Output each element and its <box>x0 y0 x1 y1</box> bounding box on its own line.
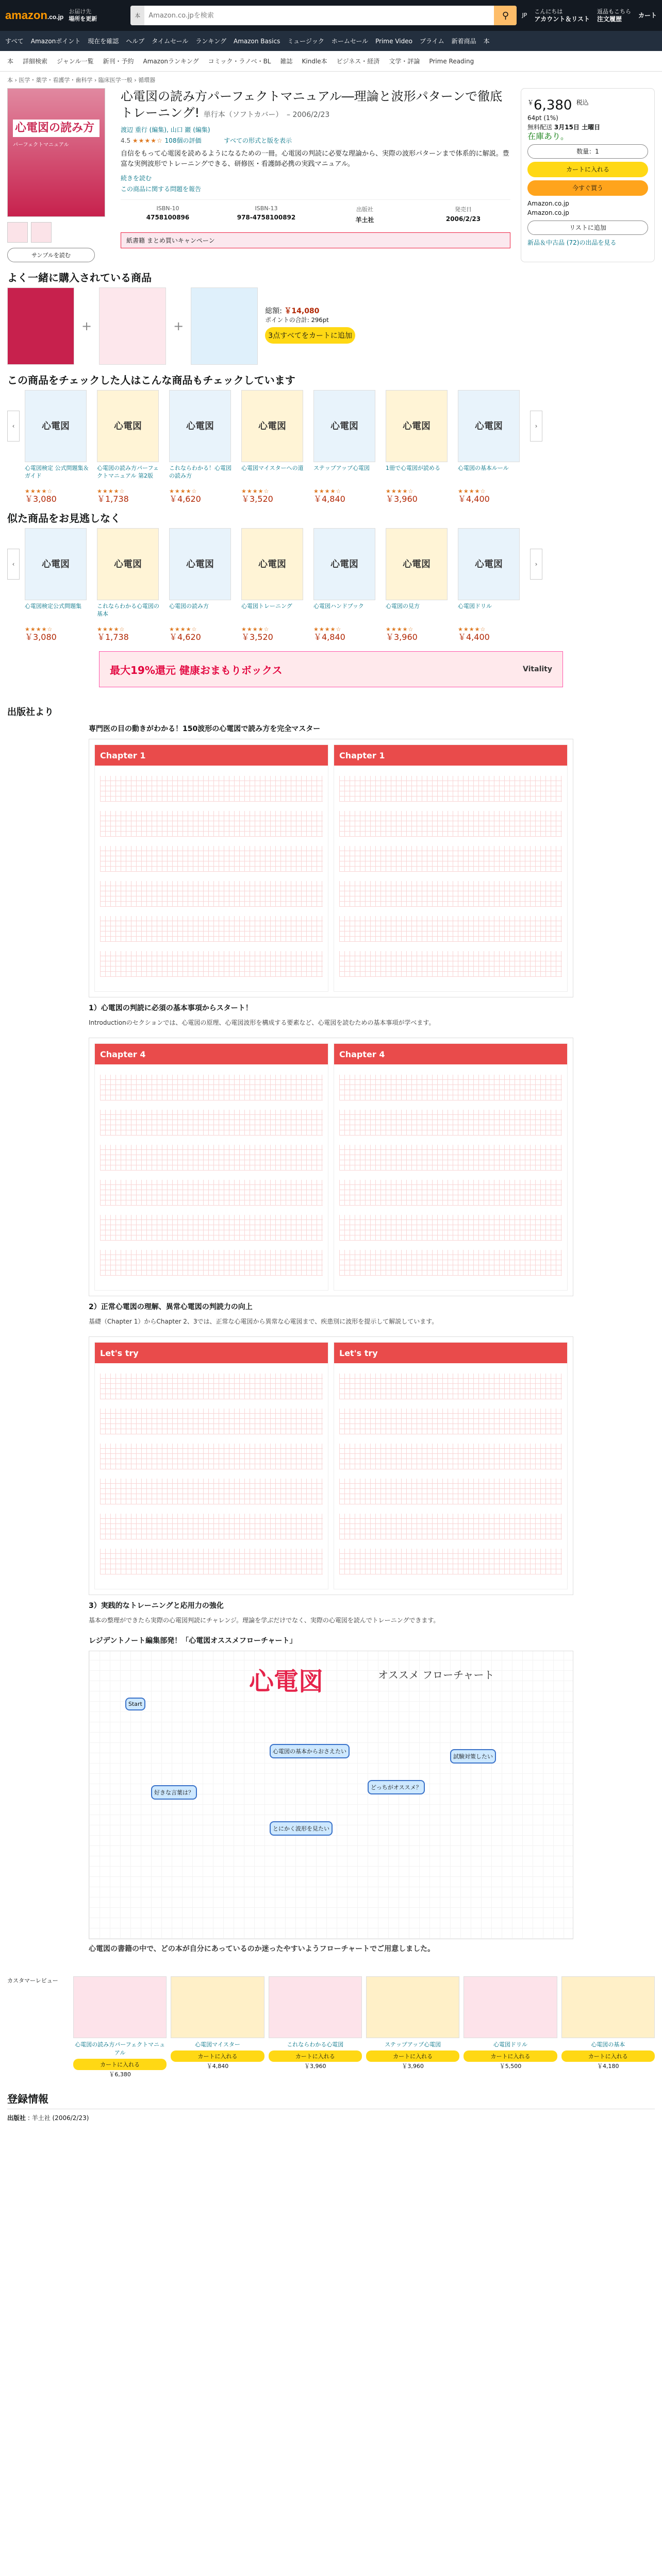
comparison-title[interactable]: 心電図の読み方パーフェクトマニュアル <box>75 2041 166 2056</box>
comparison-price: ￥4,840 <box>206 2063 229 2070</box>
spec-item <box>219 205 313 226</box>
rating-count[interactable]: 108個の評価 <box>164 137 202 144</box>
book-cover[interactable]: 心電図 <box>241 528 303 600</box>
carousel-1 <box>0 390 662 503</box>
ecg-strip <box>339 1250 562 1276</box>
spec-value: 羊土社 <box>355 216 374 224</box>
carousel-2-heading: 似た商品をお見逃しなく <box>7 512 121 524</box>
top-nav-bar <box>0 0 662 31</box>
star-rating-icon: ★★★★☆ <box>386 488 414 495</box>
ecg-strip <box>339 1479 562 1504</box>
product-title[interactable]: 心電図ハンドブック <box>313 603 364 609</box>
stock-status: 在庫あり。 <box>527 131 569 141</box>
search-bar <box>130 6 517 25</box>
fbt-item[interactable] <box>99 287 166 365</box>
comparison-cover[interactable] <box>561 1976 655 2038</box>
ecg-strip <box>100 1180 323 1206</box>
panel-page <box>94 1342 328 1589</box>
strip-item[interactable]: Amazonランキング <box>143 58 199 65</box>
product-card[interactable] <box>458 390 525 503</box>
product-title: 心電図の読み方パーフェクトマニュアル―理論と波形パターンで徹底トレーニング! 単行本（ソフトカバー） – 2006/2/23 <box>121 89 503 120</box>
product-price: ￥1,738 <box>97 494 129 504</box>
flow-node: 心電図の基本からおさえたい <box>270 1744 350 1758</box>
book-cover[interactable]: 心電図 <box>169 390 231 462</box>
subnav-item[interactable]: ミュージック <box>287 38 324 45</box>
ecg-strip <box>339 1075 562 1100</box>
spec-value: 2006/2/23 <box>445 215 481 223</box>
ecg-strip <box>100 776 323 802</box>
subnav-item[interactable]: タイムセール <box>152 38 189 45</box>
star-rating-icon: ★★★★☆ <box>241 626 270 633</box>
ecg-strip <box>100 811 323 837</box>
product-card[interactable] <box>386 390 453 503</box>
comparison-price: ￥3,960 <box>304 2063 326 2070</box>
comparison-title[interactable]: 心電図の基本 <box>591 2041 625 2048</box>
search-category[interactable]: 本 <box>130 6 144 25</box>
strip-item[interactable]: 詳細検索 <box>23 58 48 65</box>
carousel-next-button[interactable]: › <box>530 549 542 580</box>
comparison-cart-button[interactable]: カートに入れる <box>269 2050 362 2062</box>
spec-label: 出版社 <box>356 206 373 213</box>
product-card[interactable] <box>241 390 308 503</box>
spec-item <box>416 205 510 226</box>
strip-item[interactable]: 文学・評論 <box>389 58 420 65</box>
strip-item[interactable]: ジャンル一覧 <box>57 58 94 65</box>
book-cover[interactable]: 心電図 <box>458 390 520 462</box>
panel-page <box>334 744 568 992</box>
cover-subtitle: パーフェクトマニュアル <box>13 142 69 148</box>
product-title[interactable]: 心電図の読み方パーフェクトマニュアル 第2版 <box>97 465 159 479</box>
product-price: ￥3,960 <box>386 632 418 642</box>
panel-description: 基本の整理ができたら実際の心電図判読にチャレンジ。理論を学ぶだけでなく、実際の心電図を読んでトレーニングできます。 <box>89 1617 440 1624</box>
subnav-item[interactable]: ヘルプ <box>126 38 145 45</box>
product-card[interactable] <box>241 528 308 641</box>
flow-node: とにかく波形を見たい <box>270 1821 333 1836</box>
panel-page <box>94 744 328 992</box>
subnav-item[interactable]: ホームセール <box>331 38 369 45</box>
price: ￥6,380 $^{税込}$ <box>527 97 589 113</box>
subnav-item[interactable]: すべて <box>5 38 24 45</box>
language-selector[interactable]: JP <box>522 12 527 19</box>
product-card[interactable] <box>313 390 380 503</box>
flow-subtitle: オススメ フローチャート <box>378 1669 494 1681</box>
strip-item[interactable]: コミック・ラノベ・BL <box>208 58 271 65</box>
book-cover[interactable]: 心電図 <box>241 390 303 462</box>
book-cover[interactable]: 心電図 <box>458 528 520 600</box>
ecg-strip <box>339 1145 562 1171</box>
spec-table <box>121 199 510 226</box>
product-card[interactable] <box>25 390 92 503</box>
ecg-strip <box>339 776 562 802</box>
product-description: 自信をもって心電図を読めるようになるための一冊。心電図の判読に必要な理論から、実際の波形パターンまで体系的に解説。豊富な実例波形でトレーニングできる、研修医・看護師必携の実践マニュアル。 <box>121 150 509 168</box>
comparison-price: ￥4,180 <box>597 2063 619 2070</box>
product-price: ￥4,400 <box>458 494 490 504</box>
product-title[interactable]: 1冊で心電図が読める <box>386 465 440 471</box>
cart-icon[interactable]: カート <box>638 12 657 19</box>
star-rating-icon: ★★★★☆ <box>169 488 197 495</box>
comparison-title[interactable]: ステップアップ心電図 <box>385 2041 441 2048</box>
subnav-item[interactable]: プライム <box>419 38 444 45</box>
spec-item <box>121 205 215 226</box>
buy-box <box>521 88 655 262</box>
ecg-strip <box>339 811 562 837</box>
sub-nav <box>0 31 662 51</box>
publisher-panel <box>89 739 573 997</box>
star-rating-icon: ★★★★☆ <box>241 488 270 495</box>
ecg-strip <box>100 1075 323 1100</box>
star-rating-icon: ★★★★☆ <box>313 626 342 633</box>
star-rating-icon: ★★★★☆ <box>97 626 125 633</box>
product-title[interactable]: 心電図検定公式問題集 <box>25 603 81 609</box>
star-rating-icon: ★★★★☆ <box>458 626 486 633</box>
ecg-strip <box>339 1215 562 1241</box>
ad-banner[interactable]: 最大19%還元 健康おまもりボックス Vitality <box>99 651 563 687</box>
book-cover[interactable]: 心電図 <box>97 528 159 600</box>
panel-caption: 2）正常心電図の理解、異常心電図の判読力の向上 <box>89 1303 253 1311</box>
flow-caption: 心電図の書籍の中で、どの本が自分にあっているのか迷ったやすいようフローチャートでご用意しました。 <box>89 1945 435 1953</box>
ecg-strip <box>100 1549 323 1574</box>
comparison-price: ￥5,500 <box>499 2063 522 2070</box>
ecg-strip <box>339 1180 562 1206</box>
product-price: ￥4,840 <box>313 494 345 504</box>
spec-label: ISBN-10 <box>156 205 179 212</box>
fbt-item[interactable] <box>191 287 258 365</box>
panel-page <box>334 1043 568 1291</box>
subnav-item[interactable]: 現在を確認 <box>88 38 119 45</box>
campaign-banner[interactable]: 紙書籍 まとめ買いキャンペーン <box>121 232 510 248</box>
all-formats-link[interactable]: すべての形式と版を表示 <box>224 137 292 144</box>
ecg-strip <box>100 1250 323 1276</box>
product-price: ￥4,620 <box>169 494 201 504</box>
thumbnail[interactable] <box>31 222 52 243</box>
comparison-cart-button[interactable]: カートに入れる <box>171 2050 264 2062</box>
subnav-item[interactable]: 新着商品 <box>451 38 476 45</box>
product-card[interactable] <box>169 528 236 641</box>
star-rating-icon: ★★★★☆ <box>313 488 342 495</box>
star-rating-icon: ★★★★☆ <box>25 626 53 633</box>
product-card[interactable] <box>97 390 164 503</box>
product-price: ￥1,738 <box>97 632 129 642</box>
product-title[interactable]: 心電図マイスターへの道 <box>241 465 304 471</box>
ecg-strip <box>100 1145 323 1171</box>
carousel-1-heading: この商品をチェックした人はこんな商品もチェックしています <box>7 374 295 386</box>
book-cover[interactable]: 心電図 <box>25 390 87 462</box>
flow-title: 心電図 <box>249 1667 324 1696</box>
ecg-strip <box>100 951 323 977</box>
product-title[interactable]: ステップアップ心電図 <box>313 465 370 471</box>
product-price: ￥3,520 <box>241 494 273 504</box>
strip-item[interactable]: ビジネス・経済 <box>336 58 380 65</box>
product-price: ￥3,080 <box>25 494 57 504</box>
panel-description: 基礎（Chapter 1）からChapter 2、3では、正常な心電図から異常な心電図まで、疾患別に波形を提示して解説しています。 <box>89 1318 438 1325</box>
search-icon[interactable]: ⚲ <box>494 6 517 25</box>
star-rating-icon: ★★★★☆ <box>169 626 197 633</box>
panel-page <box>94 1043 328 1291</box>
panel-tag: Let's try <box>95 1343 328 1363</box>
deliver-to[interactable]: お届け先 場所を更新 <box>69 8 97 22</box>
subnav-item[interactable]: Prime Video <box>375 37 412 45</box>
ecg-strip <box>100 916 323 942</box>
product-price: ￥4,400 <box>458 632 490 642</box>
fbt-item[interactable] <box>7 287 74 365</box>
comparison-item <box>73 1976 167 2078</box>
product-card[interactable] <box>458 528 525 641</box>
star-rating-icon[interactable]: ★★★★☆ <box>132 137 163 144</box>
ecg-strip <box>100 881 323 907</box>
book-cover[interactable]: 心電図 <box>313 390 375 462</box>
ecg-strip <box>100 1409 323 1434</box>
comparison-cart-button[interactable]: カートに入れる <box>464 2050 557 2062</box>
search-input[interactable] <box>144 6 494 25</box>
ecg-strip <box>100 1444 323 1469</box>
seller: Amazon.co.jp <box>527 209 569 216</box>
add-to-list-button[interactable]: リストに追加 <box>527 221 648 235</box>
comparison-table <box>0 1971 662 2083</box>
ecg-strip <box>339 1444 562 1469</box>
ecg-strip <box>339 1514 562 1539</box>
spec-value: 4758100896 <box>146 214 190 221</box>
cover-title: 心電図の読み方 <box>13 120 100 137</box>
panel-tag: Chapter 4 <box>334 1044 567 1064</box>
comparison-title[interactable]: これならわかる心電図 <box>287 2041 344 2048</box>
ecg-strip <box>100 1374 323 1399</box>
used-offers-link[interactable]: 新品＆中古品 (72)の出品を見る <box>527 239 617 246</box>
book-cover[interactable]: 心電図 <box>97 390 159 462</box>
panel-caption: 1）心電図の判読に必須の基本事項からスタート！ <box>89 1004 253 1012</box>
ecg-strip <box>339 846 562 872</box>
fbt-heading: よく一緒に購入されている商品 <box>7 272 152 284</box>
ecg-strip <box>100 846 323 872</box>
strip-item[interactable]: 雑誌 <box>280 58 293 65</box>
panel-page <box>334 1342 568 1589</box>
book-cover[interactable]: 心電図 <box>169 528 231 600</box>
buy-now-button[interactable]: 今すぐ買う <box>527 180 648 196</box>
spec-label: 発売日 <box>455 206 472 213</box>
ecg-strip <box>339 881 562 907</box>
product-title[interactable]: 心電図の見方 <box>386 603 420 609</box>
comparison-cover[interactable] <box>366 1976 459 2038</box>
strip-item[interactable]: 新刊・予約 <box>103 58 134 65</box>
comparison-cover[interactable] <box>73 1976 167 2038</box>
product-card[interactable] <box>313 528 380 641</box>
publisher-panel <box>89 1336 573 1595</box>
comparison-row-label: カスタマーレビュー <box>7 1977 58 1984</box>
star-rating-icon: ★★★★☆ <box>25 488 53 495</box>
comparison-cover[interactable] <box>269 1976 362 2038</box>
publisher-intro: 専門医の目の動きがわかる！150波形の心電図で読み方を完全マスター <box>89 725 321 733</box>
ecg-strip <box>339 916 562 942</box>
amazon-logo[interactable]: amazon.co.jp <box>5 9 64 22</box>
book-cover[interactable]: 心電図 <box>386 390 448 462</box>
subnav-item[interactable]: 本 <box>483 38 490 45</box>
points: 64pt (1%) <box>527 114 558 122</box>
ship-from: Amazon.co.jp <box>527 199 569 207</box>
comparison-cart-button[interactable]: カートに入れる <box>561 2050 655 2062</box>
product-title[interactable]: これならわかる心電図の基本 <box>97 603 159 617</box>
product-title[interactable]: 心電図検定 公式問題集＆ガイド <box>25 465 89 479</box>
carousel-prev-button[interactable]: ‹ <box>7 549 20 580</box>
product-title[interactable]: これならわかる！心電図の読み方 <box>169 465 231 479</box>
spec-value: 978-4758100892 <box>237 214 296 221</box>
comparison-item <box>464 1976 557 2078</box>
carousel-next-button[interactable]: › <box>530 411 542 442</box>
product-price: ￥4,840 <box>313 632 345 642</box>
product-title[interactable]: 心電図トレーニング <box>241 603 292 609</box>
fbt-section: + + 総額: ￥14,080 ポイントの合計: 296pt 3点すべてをカートに追加 <box>0 287 662 365</box>
ecg-strip <box>100 1514 323 1539</box>
ecg-strip <box>100 1479 323 1504</box>
thumbnail[interactable] <box>7 222 28 243</box>
comparison-item <box>366 1976 459 2078</box>
flow-node: どっちがオススメ？ <box>368 1780 425 1794</box>
strip-item[interactable]: Prime Reading <box>429 57 474 65</box>
star-rating-icon: ★★★★☆ <box>458 488 486 495</box>
ecg-strip <box>339 1110 562 1136</box>
ecg-strip <box>339 1374 562 1399</box>
delivery-info: 無料配送 3月15日 土曜日 <box>527 123 601 131</box>
read-sample-button[interactable]: サンプルを読む <box>7 248 95 262</box>
subnav-item[interactable]: Amazonポイント <box>30 38 81 45</box>
product-card[interactable] <box>97 528 164 641</box>
product-price: ￥4,620 <box>169 632 201 642</box>
publisher-panel <box>89 1038 573 1296</box>
flowchart-image <box>89 1651 573 1939</box>
author-link[interactable]: 渡辺 重行 (編集), 山口 巖 (編集) <box>121 126 210 133</box>
panel-tag: Chapter 1 <box>334 745 567 766</box>
ecg-strip <box>100 1110 323 1136</box>
carousel-prev-button[interactable]: ‹ <box>7 411 20 442</box>
comparison-cover[interactable] <box>464 1976 557 2038</box>
add-to-cart-button[interactable]: カートに入れる <box>527 162 648 177</box>
panel-description: Introductionのセクションでは、心電図の原理、心電図波形を構成する要素など、心電図を読むための基本事項が学べます。 <box>89 1019 435 1026</box>
comparison-price: ￥3,960 <box>402 2063 424 2070</box>
panel-tag: Chapter 4 <box>95 1044 328 1064</box>
product-price: ￥3,520 <box>241 632 273 642</box>
orders-link[interactable]: 返品もこちら 注文履歴 <box>597 8 631 23</box>
books-strip <box>0 51 662 72</box>
star-rating-icon: ★★★★☆ <box>386 626 414 633</box>
product-price: ￥3,080 <box>25 632 57 642</box>
subnav-item[interactable]: Amazon Basics <box>233 37 280 45</box>
breadcrumb[interactable]: 本 › 医学・薬学・看護学・歯科学 › 臨床医学一般 › 循環器 <box>7 77 156 83</box>
product-card[interactable] <box>169 390 236 503</box>
flow-heading: レジデントノート編集部発！「心電図オススメフローチャート」 <box>89 1637 297 1645</box>
publisher-heading: 出版社より <box>7 707 54 718</box>
ecg-strip <box>339 1549 562 1574</box>
comparison-cover[interactable] <box>171 1976 264 2038</box>
ecg-strip <box>100 1215 323 1241</box>
flow-node: 試験対策したい <box>450 1749 496 1764</box>
panel-tag: Chapter 1 <box>95 745 328 766</box>
spec-label: ISBN-13 <box>255 205 278 212</box>
product-price: ￥3,960 <box>386 494 418 504</box>
product-title[interactable]: 心電図の基本ルール <box>458 465 509 471</box>
product-card[interactable] <box>25 528 92 641</box>
comparison-title[interactable]: 心電図マイスター <box>195 2041 240 2048</box>
comparison-item <box>561 1976 655 2078</box>
star-rating-icon: ★★★★☆ <box>97 488 125 495</box>
comparison-cart-button[interactable]: カートに入れる <box>366 2050 459 2062</box>
spec-item <box>318 205 412 226</box>
product-card[interactable] <box>386 528 453 641</box>
flow-node: 好きな言葉は？ <box>151 1785 197 1800</box>
strip-item[interactable]: 本 <box>7 58 14 65</box>
strip-item[interactable]: Kindle本 <box>302 58 327 65</box>
carousel-2 <box>0 528 662 641</box>
panel-tag: Let's try <box>334 1343 567 1363</box>
ecg-strip <box>339 1409 562 1434</box>
comparison-title[interactable]: 心電図ドリル <box>493 2041 527 2048</box>
comparison-item <box>269 1976 362 2078</box>
book-cover[interactable]: 心電図 <box>313 528 375 600</box>
product-title[interactable]: 心電図の読み方 <box>169 603 209 609</box>
subnav-item[interactable]: ランキング <box>195 38 226 45</box>
report-issue-link[interactable]: この商品に関する問題を報告 <box>121 185 202 193</box>
comparison-item <box>171 1976 264 2078</box>
comparison-cart-button[interactable]: カートに入れる <box>73 2059 167 2070</box>
registration-info: 登録情報 出版社 : 羊土社 (2006/2/23) <box>0 2083 662 2129</box>
quantity-select[interactable]: 数量：1 <box>527 144 648 159</box>
book-cover[interactable]: 心電図 <box>386 528 448 600</box>
add-all-to-cart-button[interactable]: 3点すべてをカートに追加 <box>265 327 355 344</box>
book-cover[interactable]: 心電図 <box>25 528 87 600</box>
account-menu[interactable]: こんにちは アカウント＆リスト <box>534 8 590 23</box>
product-image[interactable] <box>7 88 105 217</box>
ecg-strip <box>339 951 562 977</box>
flow-node: Start <box>125 1698 145 1710</box>
comparison-price: ￥6,380 <box>109 2071 131 2078</box>
read-more-link[interactable]: 続きを読む <box>121 175 152 182</box>
panel-caption: 3）実践的なトレーニングと応用力の強化 <box>89 1602 224 1610</box>
product-title[interactable]: 心電図ドリル <box>458 603 492 609</box>
